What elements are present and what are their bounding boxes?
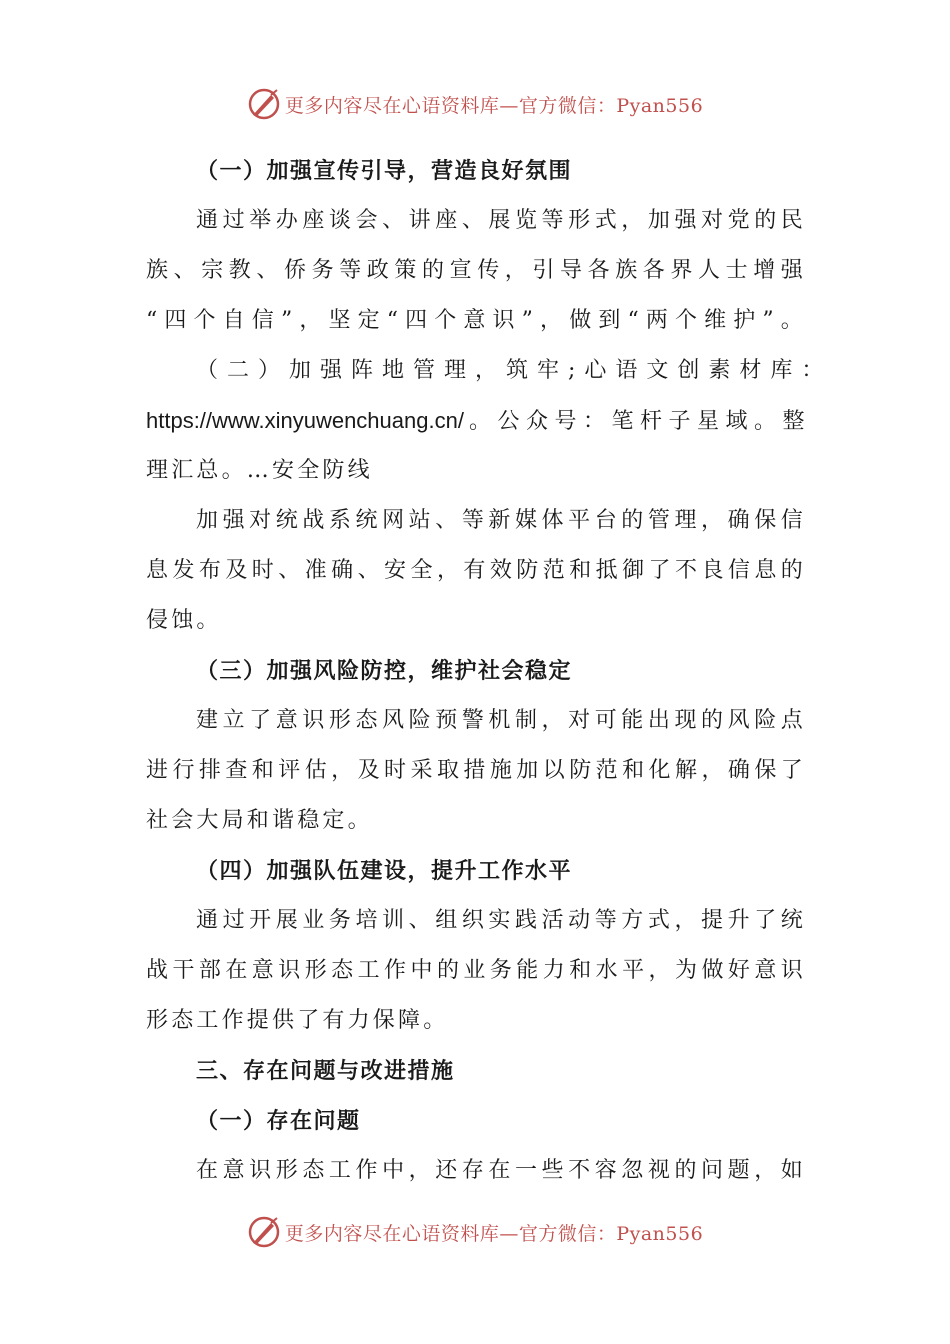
quill-logo-icon — [247, 1215, 281, 1249]
watermark-banner-top — [0, 84, 950, 124]
website-link[interactable]: https://www.xinyuwenchuang.cn/ — [146, 408, 464, 433]
document-body — [146, 146, 833, 1196]
url-tail: 。公众号：笔杆子星域。整 — [463, 409, 806, 434]
watermark-banner-bottom — [0, 1212, 950, 1252]
paragraph-line: 通过举办座谈会、讲座、展览等形式，加强对党的民 — [196, 208, 806, 233]
heading-4: （四）加强队伍建设，提升工作水平 — [196, 858, 573, 884]
paragraph-line: 建立了意识形态风险预警机制，对可能出现的风险点 — [196, 708, 806, 733]
url-line — [146, 396, 806, 446]
paragraph-line: 侵蚀。 — [146, 608, 222, 633]
paragraph-line: 社会大局和谐稳定。 — [146, 808, 373, 833]
paragraph-line: “四个自信”，坚定“四个意识”，做到“两个维护”。 — [146, 308, 806, 333]
heading-3: （三）加强风险防控，维护社会稳定 — [196, 658, 573, 684]
paragraph-line: 息发布及时、准确、安全，有效防范和抵御了不良信息的 — [146, 558, 806, 583]
heading-1: （一）加强宣传引导，营造良好氛围 — [196, 158, 573, 184]
heading-5: （一）存在问题 — [196, 1108, 361, 1134]
heading-2-line: （二）加强阵地管理，筑牢;心语文创素材库： — [196, 358, 833, 383]
paragraph-line: 形态工作提供了有力保障。 — [146, 1008, 449, 1033]
paragraph-line: 在意识形态工作中，还存在一些不容忽视的问题，如 — [196, 1158, 806, 1183]
paragraph-line: 战干部在意识形态工作中的业务能力和水平，为做好意识 — [146, 958, 806, 983]
quill-logo-icon — [247, 87, 281, 121]
watermark-text: 更多内容尽在心语资料库—官方微信：Pyan556 — [284, 1222, 704, 1245]
paragraph-line: 通过开展业务培训、组织实践活动等方式，提升了统 — [196, 908, 806, 933]
paragraph-line: 族、宗教、侨务等政策的宣传，引导各族各界人士增强 — [146, 258, 806, 283]
paragraph-line: 进行排查和评估，及时采取措施加以防范和化解，确保了 — [146, 758, 806, 783]
section-heading: 三、存在问题与改进措施 — [196, 1058, 455, 1084]
paragraph-line: 加强对统战系统网站、等新媒体平台的管理，确保信 — [196, 508, 806, 533]
heading-2-tail: 理汇总。…安全防线 — [146, 458, 373, 483]
watermark-text: 更多内容尽在心语资料库—官方微信：Pyan556 — [284, 94, 704, 117]
